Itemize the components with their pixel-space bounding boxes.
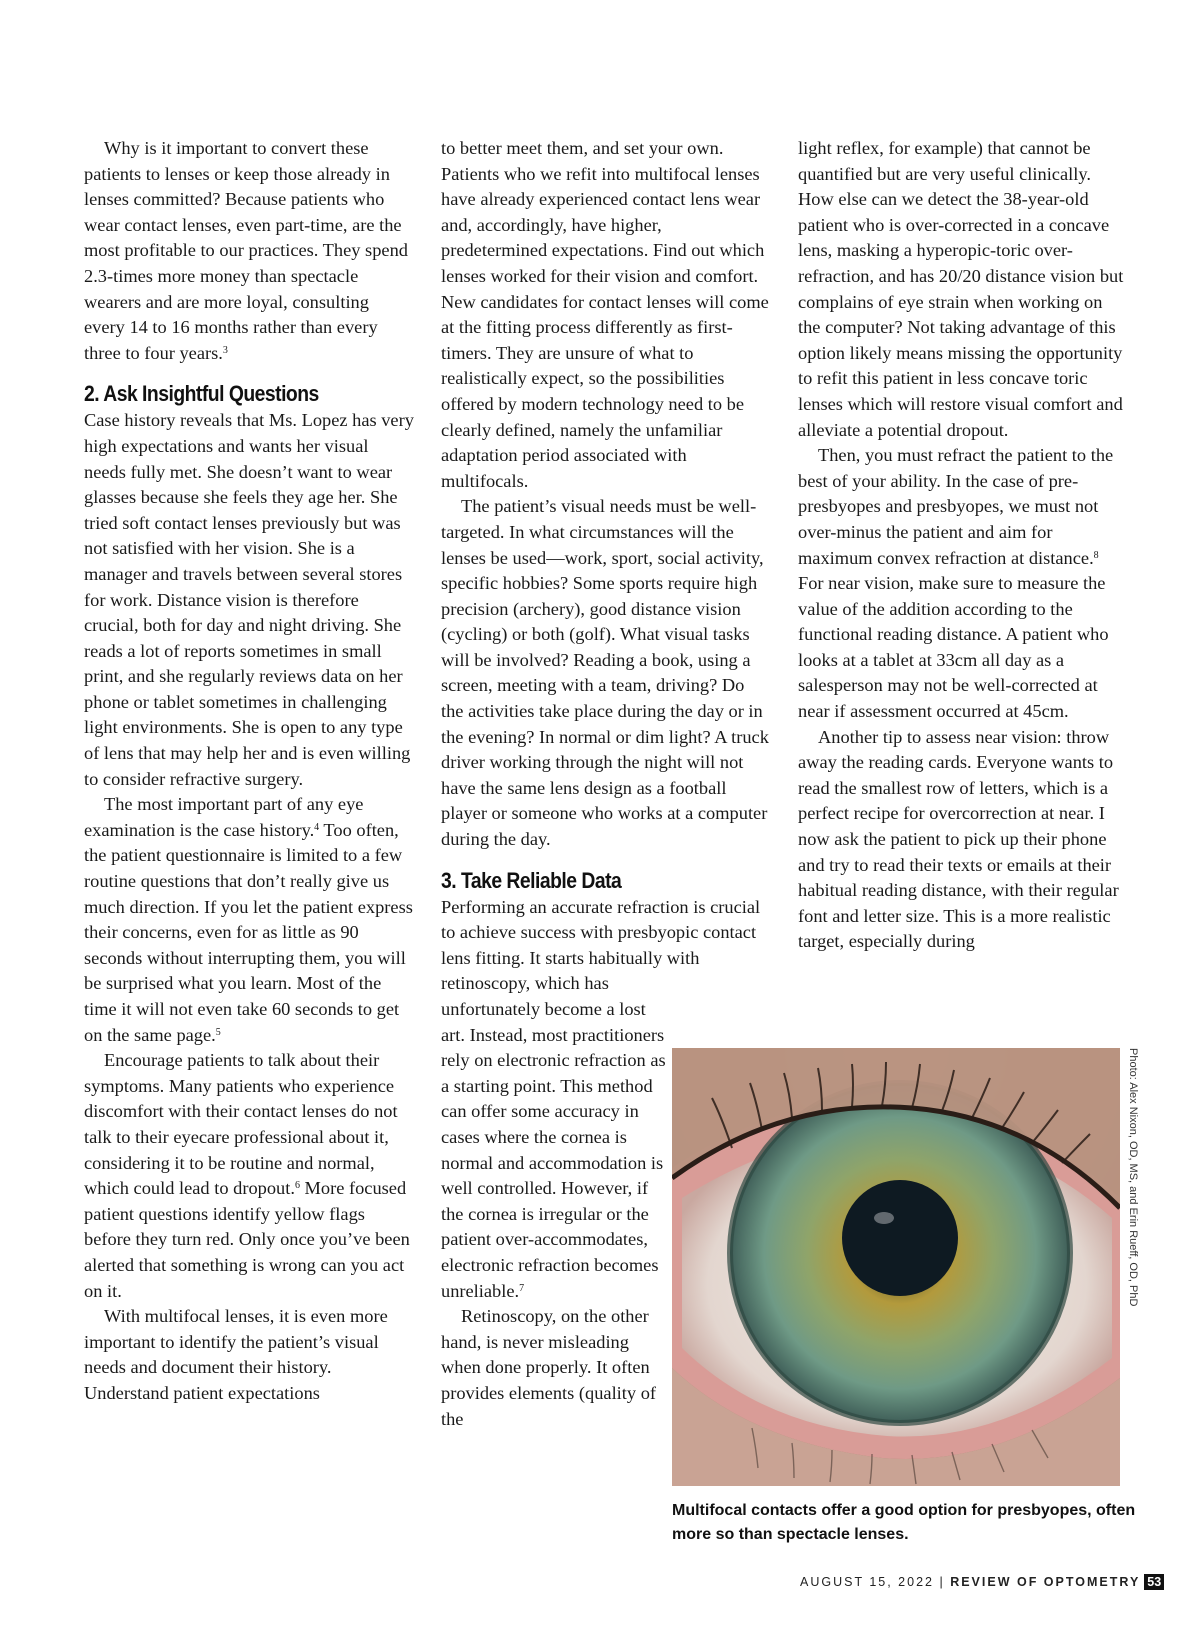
- paragraph: Why is it important to convert these patients to lenses or keep those already in lenses committed? Because patients who wear contact lenses, even part-time, are the most profitable to our practices. They spend 2.3-times more money than spectacle wearers and are more loyal, consulting every 14 to 16 months rather than every three to four years.$^3$: [84, 138, 408, 363]
- reference-superscript: 5: [215, 1026, 221, 1038]
- publication-name: REVIEW OF OPTOMETRY: [950, 1575, 1141, 1589]
- paragraph: The patient’s visual needs must be well-targeted. In what circumstances will the lenses be used—work, sport, social activity, specific hobbies? Some sports require high precision (archery), good distance vision (cycling) or both (golf). What visual tasks will be involved? Reading a book, using a screen, meeting with a team, driving? Do the activities take place during the day or in the evening? In normal or dim light? A truck driver working through the night will not have the same lens design as a football player or someone who works at a computer during the day.: [441, 496, 769, 850]
- paragraph: Retinoscopy, on the other hand, is never misleading when done properly. It often provides elements (quality of the: [441, 1306, 657, 1429]
- eye-illustration: [672, 1048, 1120, 1486]
- paragraph: With multifocal lenses, it is even more important to identify the patient’s visual needs and document their history. Understand patient expectations: [84, 1306, 388, 1403]
- column-3: [798, 136, 1128, 955]
- eye-photo: [672, 1048, 1120, 1486]
- section-heading-3: 3. Take Reliable Data: [441, 867, 622, 893]
- paragraph: Case history reveals that Ms. Lopez has very high expectations and wants her visual needs fully met. She doesn’t want to wear glasses because she feels they age her. She tried soft contact lenses previously but was not satisfied with her vision. She is a manager and travels between several stores for work. Distance vision is therefore crucial, both for day and night driving. She reads a lot of reports sometimes in small print, and she regularly reviews data on her phone or tablet sometimes in challenging light environments. She is open to any type of lens that may help her and is even willing to consider refractive surgery.: [84, 410, 414, 789]
- narrow-text-block: [441, 997, 666, 1432]
- paragraph: Another tip to assess near vision: throw away the reading cards. Everyone wants to read the smallest row of letters, which is a perfect recipe for overcorrection at near. I now ask the patient to pick up their phone and try to read their texts or emails at their habitual reading distance, with their regular font and letter size. This is a more realistic target, especially during: [798, 726, 1119, 952]
- paragraph: Performing an accurate refraction is crucial to achieve success with presbyopic contact lens fitting. It starts habitually with retinoscopy, which has: [441, 896, 761, 994]
- figure-caption: Multifocal contacts offer a good option for presbyopes, often more so than spectacle lenses.: [672, 1502, 1136, 1543]
- reference-superscript: 6: [294, 1180, 300, 1192]
- paragraph: Encourage patients to talk about their symptoms. Many patients who experience discomfort with their contact lenses do not talk to their eyecare professional about it, considering it to be routine and normal, which could lead to dropout.$^6$ More focused patient questions identify yellow flags before they turn red. Only once you’ve been alerted that something is wrong can you act on it.: [84, 1050, 410, 1301]
- paragraph: Then, you must refract the patient to the best of your ability. In the case of pre-presbyopes and presbyopes, we must not over-minus the patient and aim for maximum convex refraction at distance.$^8$ For near vision, make sure to measure the value of the addition according to the functional reading distance. A patient who looks at a tablet at 33cm all day as a salesperson may not be well-corrected at near if assessment occurred at 45cm.: [798, 445, 1114, 722]
- paragraph: to better meet them, and set your own. Patients who we refit into multifocal lenses have already experienced contact lens wear and, accordingly, have higher, predetermined expectations. Find out which lenses worked for their vision and comfort. New candidates for contact lenses will come at the fitting process differently as first-timers. They are unsure of what to realistically expect, so the possibilities offered by modern technology need to be clearly defined, namely the unfamiliar adaptation period associated with multifocals.: [441, 138, 769, 491]
- reference-superscript: 3: [222, 344, 228, 356]
- page-footer: [800, 1574, 1162, 1590]
- section-heading-2: 2. Ask Insightful Questions: [84, 381, 319, 407]
- issue-date: AUGUST 15, 2022 |: [800, 1575, 951, 1589]
- paragraph: light reflex, for example) that cannot be quantified but are very useful clinically. How else can we detect the 38-year-old patient who is over-corrected in a concave lens, masking a hyperopic-toric over-refraction, and has 20/20 distance vision but complains of eye strain when working on the computer? Not taking advantage of this option likely means missing the opportunity to refit this patient in less concave toric lenses which will restore visual comfort and alleviate a potential dropout.: [798, 138, 1124, 440]
- photo-credit: Photo: Alex Nixon, OD, MS, and Erin Rueff, OD, PhD: [1127, 1048, 1139, 1307]
- paragraph: unfortunately become a lost art. Instead, most practitioners rely on electronic refraction as a starting point. This method can offer some accuracy in cases where the cornea is normal and accommodation is well controlled. However, if the cornea is irregular or the patient over-accommodates, electronic refraction becomes unreliable.$^7$: [441, 999, 666, 1301]
- paragraph: The most important part of any eye examination is the case history.$^4$ Too often, the patient questionnaire is limited to a few routine questions that don’t really give us much direction. If you let the patient express their concerns, even for as little as 90 seconds without interrupting them, you will be surprised what you learn. Most of the time it will not even take 60 seconds to get on the same page.$^5$: [84, 794, 413, 1045]
- column-1: [84, 136, 414, 1407]
- page-number: 53: [1144, 1574, 1164, 1590]
- reference-superscript: 4: [314, 821, 320, 833]
- reference-superscript: 8: [1093, 549, 1099, 561]
- reference-superscript: 7: [519, 1282, 525, 1294]
